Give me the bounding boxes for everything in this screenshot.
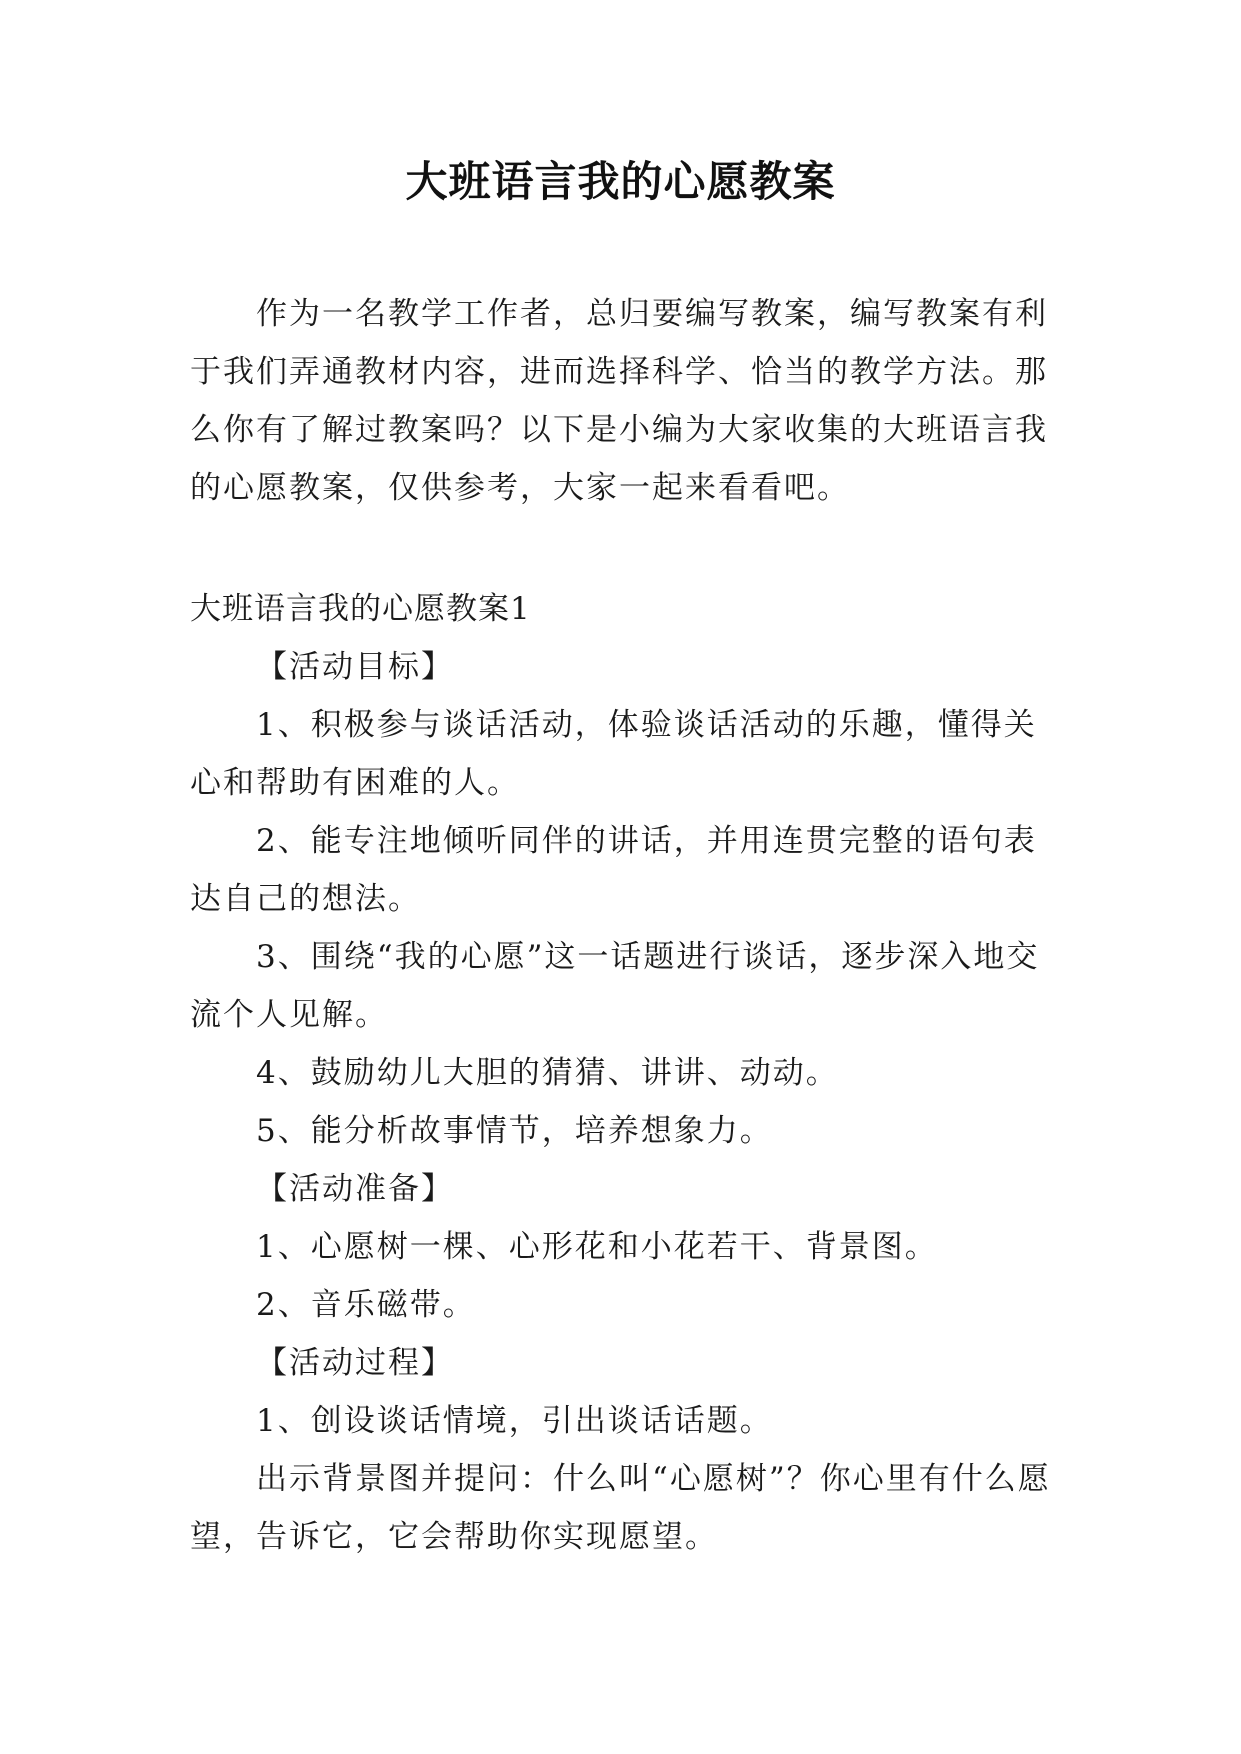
process-item: 出示背景图并提问：什么叫“心愿树”？你心里有什么愿望，告诉它，它会帮助你实现愿望。 xyxy=(190,1461,1051,1555)
goal-item: 5、能分析故事情节，培养想象力。 xyxy=(256,1113,773,1149)
goal-item: 1、积极参与谈话活动，体验谈话活动的乐趣，懂得关心和帮助有困难的人。 xyxy=(190,707,1037,801)
prep-item: 1、心愿树一棵、心形花和小花若干、背景图。 xyxy=(256,1229,938,1265)
lesson-title: 大班语言我的心愿教案1 xyxy=(190,591,531,627)
goals-heading: 【活动目标】 xyxy=(256,649,454,685)
goal-item: 2、能专注地倾听同伴的讲话，并用连贯完整的语句表达自己的想法。 xyxy=(190,823,1037,917)
goal-item: 3、围绕“我的心愿”这一话题进行谈话，逐步深入地交流个人见解。 xyxy=(190,939,1040,1033)
lesson-section xyxy=(190,580,1052,1566)
document-title: 大班语言我的心愿教案 xyxy=(405,157,836,206)
intro-paragraph: 作为一名教学工作者，总归要编写教案，编写教案有利于我们弄通教材内容，进而选择科学、恰当的教学方法。那么你有了解过教案吗？以下是小编为大家收集的大班语言我的心愿教案，仅供参考，大家一起来看看吧。 xyxy=(190,296,1048,506)
prep-item: 2、音乐磁带。 xyxy=(256,1287,476,1323)
process-heading: 【活动过程】 xyxy=(256,1345,454,1381)
prep-heading: 【活动准备】 xyxy=(256,1171,454,1207)
process-item: 1、创设谈话情境，引出谈话话题。 xyxy=(256,1403,773,1439)
goal-item: 4、鼓励幼儿大胆的猜猜、讲讲、动动。 xyxy=(256,1055,839,1091)
